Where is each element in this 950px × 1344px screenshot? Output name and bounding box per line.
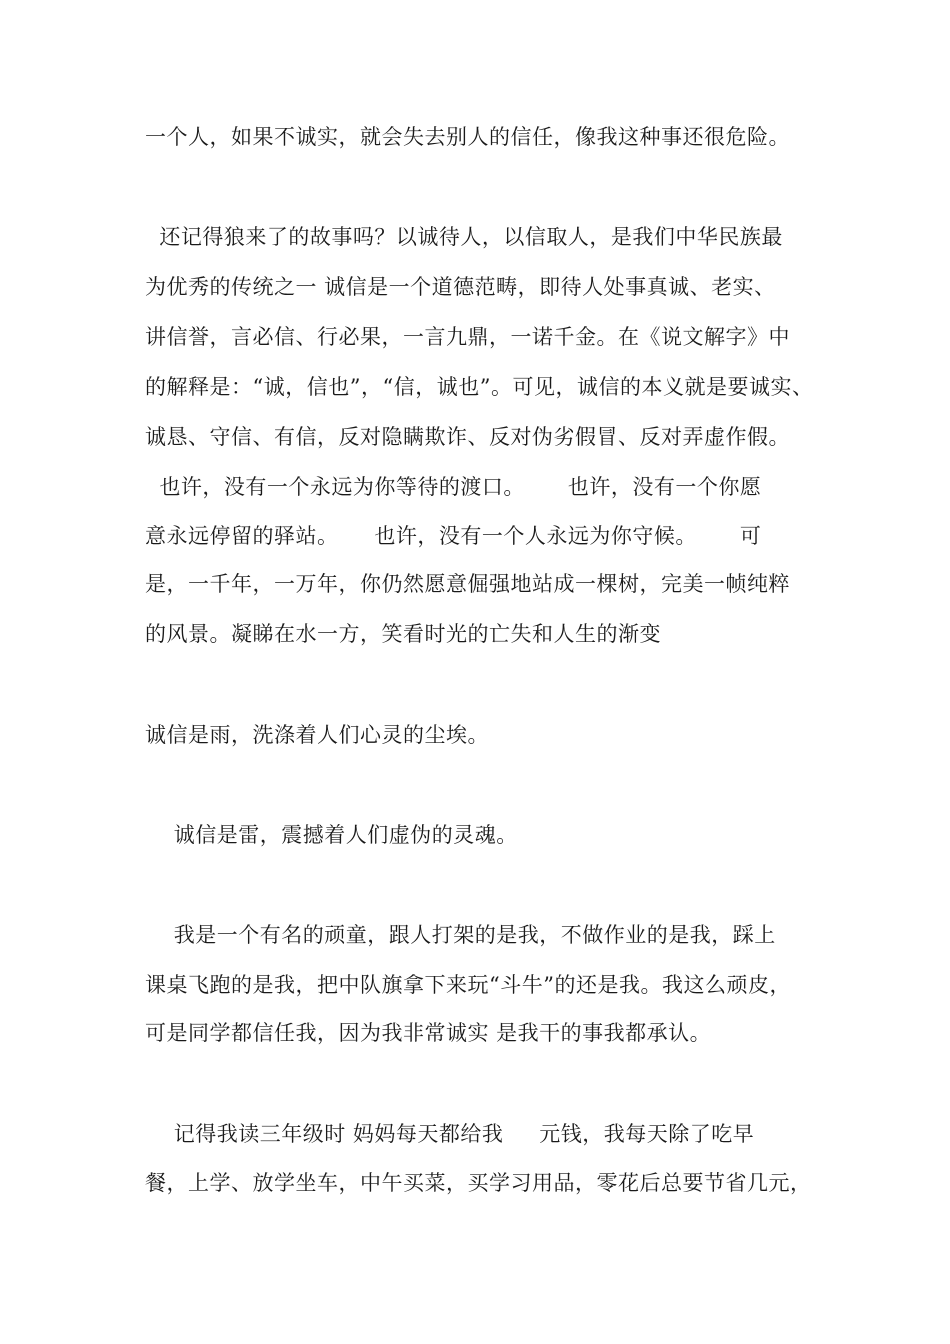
text-line-13: 我是一个有名的顽童，跟人打架的是我，不做作业的是我，踩上 <box>145 923 776 947</box>
text-line-14: 课桌飞跑的是我，把中队旗拿下来玩“斗牛”的还是我。我这么顽皮， <box>145 973 791 997</box>
text-line-6: 诚恳、守信、有信，反对隐瞒欺诈、反对伪劣假冒、反对弄虚作假。 <box>145 425 790 449</box>
text-line-7: 也许，没有一个永远为你等待的渡口。 也许，没有一个你愿 <box>145 475 762 499</box>
text-line-17: 餐，上学、放学坐车，中午买菜，买学习用品，零花后总要节省几元， <box>145 1171 812 1195</box>
text-line-3: 为优秀的传统之一 诚信是一个道德范畴，即待人处事真诚、老实、 <box>145 275 776 299</box>
text-line-15: 可是同学都信任我，因为我非常诚实 是我干的事我都承认。 <box>145 1021 712 1045</box>
text-line-8: 意永远停留的驿站。 也许，没有一个人永远为你守候。 可 <box>145 524 762 548</box>
text-line-1: 一个人，如果不诚实，就会失去别人的信任，像我这种事还很危险。 <box>145 125 790 149</box>
text-line-9: 是，一千年，一万年，你仍然愿意倔强地站成一棵树，完美一帧纯粹 <box>145 572 790 596</box>
text-line-4: 讲信誉，言必信、行必果，一言九鼎，一诺千金。在《说文解字》中 <box>145 325 790 349</box>
text-line-2: 还记得狼来了的故事吗？以诚待人，以信取人，是我们中华民族最 <box>145 225 783 249</box>
text-line-10: 的风景。凝睇在水一方，笑看时光的亡失和人生的渐变 <box>145 622 661 646</box>
text-line-5: 的解释是：“诚，信也”，“信，诚也”。可见，诚信的本义就是要诚实、 <box>145 375 814 399</box>
text-line-12: 诚信是雷，震撼着人们虚伪的灵魂。 <box>145 823 518 847</box>
text-line-11: 诚信是雨，洗涤着人们心灵的尘埃。 <box>145 723 489 747</box>
text-line-16: 记得我读三年级时 妈妈每天都给我 元钱，我每天除了吃早 <box>145 1122 755 1146</box>
